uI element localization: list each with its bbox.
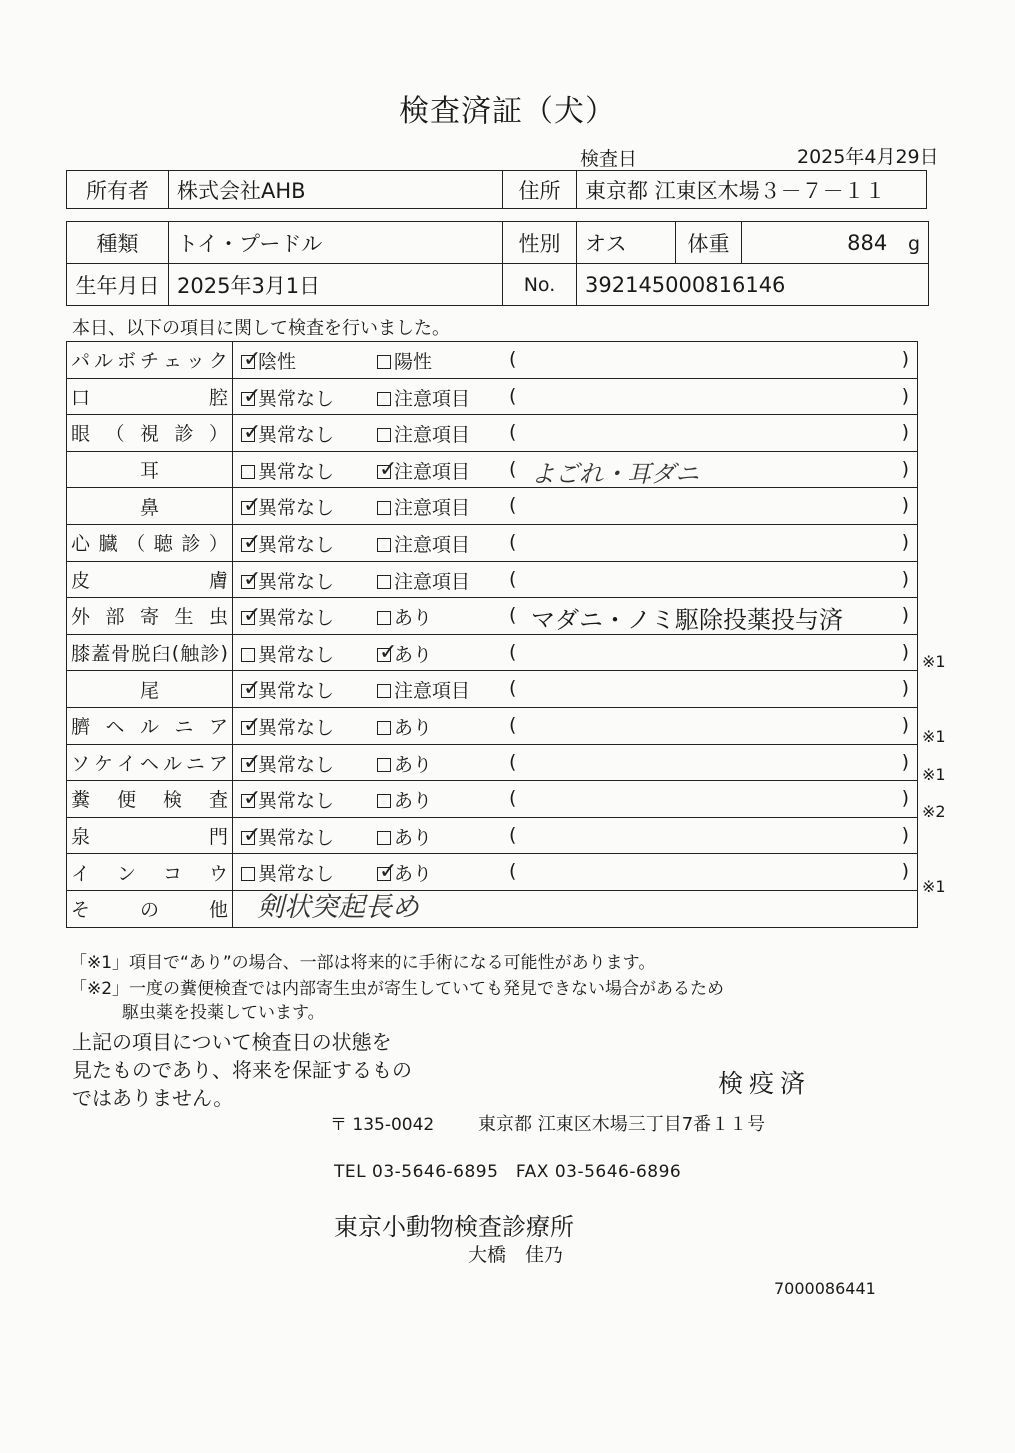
weight-label: 体重 bbox=[676, 222, 742, 264]
paren-close: ) bbox=[901, 494, 909, 517]
check-mark-icon: ✓ bbox=[243, 347, 262, 372]
footnote-2: 「※2」一度の糞便検査では内部寄生虫が寄生していても発見できない場合があるため bbox=[70, 979, 725, 999]
option-normal[interactable]: ✓ 異常なし bbox=[243, 603, 335, 630]
check-mark-icon: ✓ bbox=[243, 749, 262, 775]
checkbox-icon[interactable] bbox=[377, 456, 398, 482]
paren-open: ( bbox=[509, 823, 517, 846]
paren-open: ( bbox=[509, 860, 517, 883]
checkbox-icon[interactable] bbox=[377, 639, 398, 665]
item-name: 心 臓 （ 聴 診 ） bbox=[71, 533, 228, 556]
checkbox-icon[interactable] bbox=[241, 867, 255, 881]
checklist-row bbox=[67, 817, 918, 854]
paren-close: ) bbox=[901, 348, 909, 370]
checklist-row-other bbox=[67, 890, 918, 927]
paren-close: ) bbox=[901, 640, 909, 663]
checklist-table bbox=[66, 341, 918, 928]
check-mark-icon: ✓ bbox=[243, 603, 262, 629]
paren-open: ( bbox=[509, 384, 517, 407]
disclaimer-line-3: ではありません。 bbox=[72, 1086, 234, 1110]
item-name: 皮 膚 bbox=[71, 569, 228, 592]
breed-value: トイ・プードル bbox=[169, 222, 503, 264]
paren-close: ) bbox=[901, 457, 909, 480]
paren-close: ) bbox=[901, 384, 909, 407]
option-abnormal[interactable]: あり bbox=[377, 713, 432, 740]
option-abnormal[interactable]: ✓ あり bbox=[379, 639, 433, 666]
address-label: 住所 bbox=[503, 171, 577, 209]
checkbox-icon[interactable] bbox=[377, 575, 391, 589]
sex-label: 性別 bbox=[503, 222, 577, 264]
checklist-row bbox=[67, 342, 918, 379]
item-name: 糞 便 検 査 bbox=[71, 789, 228, 812]
checkbox-icon[interactable] bbox=[377, 758, 391, 772]
paren-open: ( bbox=[509, 677, 517, 700]
intro-text: 本日、以下の項目に関して検査を行いました。 bbox=[72, 318, 450, 339]
paren-close: ) bbox=[901, 860, 909, 883]
option-abnormal[interactable]: ✓ あり bbox=[379, 859, 433, 886]
checklist-row bbox=[67, 561, 918, 598]
checkbox-icon[interactable] bbox=[241, 648, 255, 662]
checklist-row bbox=[67, 598, 918, 635]
option-abnormal[interactable]: あり bbox=[377, 786, 432, 813]
checkbox-icon[interactable] bbox=[241, 383, 262, 409]
checklist-row bbox=[67, 378, 918, 415]
option-normal[interactable]: 異常なし bbox=[241, 640, 334, 667]
item-remark: よごれ・耳ダニ bbox=[531, 459, 699, 488]
paren-close: ) bbox=[901, 567, 909, 590]
birth-value: 2025年3月1日 bbox=[169, 264, 503, 306]
check-mark-icon: ✓ bbox=[379, 639, 398, 665]
item-name: 外 部 寄 生 虫 bbox=[71, 606, 228, 629]
weight-cell bbox=[742, 222, 929, 264]
paren-open: ( bbox=[509, 494, 517, 517]
clinic-address: 東京都 江東区木場三丁目7番１１号 bbox=[478, 1114, 766, 1135]
clinic-phone-fax: TEL 03-5646-6895 FAX 03-5646-6896 bbox=[334, 1162, 682, 1182]
option-normal[interactable]: ✓ 異常なし bbox=[243, 383, 335, 410]
checkbox-icon[interactable] bbox=[241, 822, 262, 848]
paren-close: ) bbox=[901, 677, 909, 700]
item-name: イ ン コ ウ bbox=[71, 862, 228, 885]
footnote-reference: ※1 bbox=[922, 764, 946, 784]
option-normal[interactable]: ✓ 異常なし bbox=[243, 712, 335, 739]
option-normal[interactable]: ✓ 異常なし bbox=[243, 822, 335, 849]
checklist-row bbox=[67, 744, 918, 781]
owner-value: 株式会社AHB bbox=[169, 171, 503, 209]
weight-unit: g bbox=[907, 232, 920, 255]
clinic-name: 東京小動物検査診療所 bbox=[334, 1213, 574, 1241]
checklist-row bbox=[67, 781, 918, 818]
sex-value: オス bbox=[577, 222, 676, 264]
check-mark-icon: ✓ bbox=[243, 822, 262, 848]
checkbox-icon[interactable] bbox=[241, 749, 262, 775]
paren-close: ) bbox=[901, 713, 909, 736]
checkbox-icon[interactable] bbox=[377, 392, 391, 406]
checklist-row bbox=[67, 451, 918, 488]
checklist-row bbox=[67, 524, 918, 561]
item-name: 臍 ヘ ル ニ ア bbox=[71, 716, 228, 739]
paren-open: ( bbox=[509, 750, 517, 773]
checkbox-icon[interactable] bbox=[377, 859, 398, 885]
item-name: 膝 蓋 骨 脱 臼 ( 触 診 ) bbox=[71, 641, 228, 666]
option-normal[interactable]: 異常なし bbox=[241, 859, 334, 886]
item-name: 口 腔 bbox=[71, 386, 228, 409]
option-normal[interactable]: ✓ 陰性 bbox=[243, 347, 297, 373]
item-name: 眼 （ 視 診 ） bbox=[71, 423, 228, 446]
option-normal[interactable]: 異常なし bbox=[241, 457, 334, 484]
footnote-1: 「※1」項目で“あり”の場合、一部は将来的に手術になる可能性があります。 bbox=[70, 953, 656, 973]
no-label: No. bbox=[503, 264, 577, 306]
exam-date-value: 2025年4月29日 bbox=[797, 146, 939, 168]
checkbox-icon[interactable] bbox=[377, 355, 391, 369]
check-mark-icon: ✓ bbox=[379, 859, 398, 885]
check-mark-icon: ✓ bbox=[243, 529, 262, 555]
footnote-reference: ※2 bbox=[922, 802, 946, 822]
checkbox-icon[interactable] bbox=[241, 712, 262, 738]
paren-close: ) bbox=[901, 750, 909, 773]
option-abnormal[interactable]: あり bbox=[377, 823, 432, 850]
check-mark-icon: ✓ bbox=[243, 676, 262, 702]
postal-code: 〒 135-0042 bbox=[330, 1115, 435, 1135]
disclaimer bbox=[72, 1028, 412, 1112]
paren-close: ) bbox=[901, 823, 909, 846]
paren-close: ) bbox=[901, 421, 909, 444]
item-name: そ の 他 bbox=[71, 899, 228, 922]
option-abnormal[interactable]: 注意項目 bbox=[377, 530, 470, 557]
item-name: 耳 bbox=[139, 460, 159, 483]
checkbox-icon[interactable] bbox=[241, 465, 255, 479]
checkbox-icon[interactable] bbox=[241, 676, 262, 702]
checkbox-icon[interactable] bbox=[377, 831, 391, 845]
option-normal[interactable]: ✓ 異常なし bbox=[243, 529, 335, 556]
paren-open: ( bbox=[509, 640, 517, 663]
option-normal[interactable]: ✓ 異常なし bbox=[243, 420, 335, 447]
option-normal[interactable]: ✓ 異常なし bbox=[243, 786, 335, 813]
check-mark-icon: ✓ bbox=[243, 712, 262, 738]
paren-close: ) bbox=[901, 604, 909, 627]
checklist-row bbox=[67, 671, 918, 708]
option-abnormal[interactable]: 注意項目 bbox=[377, 567, 470, 594]
paren-open: ( bbox=[509, 787, 517, 810]
option-normal[interactable]: ✓ 異常なし bbox=[243, 566, 335, 593]
disclaimer-line-1: 上記の項目について検査日の状態を bbox=[72, 1030, 392, 1054]
checkbox-icon[interactable] bbox=[241, 529, 262, 555]
paren-open: ( bbox=[509, 530, 517, 553]
birth-label: 生年月日 bbox=[67, 264, 169, 306]
quarantine-stamp: 検疫済 bbox=[718, 1069, 812, 1098]
option-abnormal[interactable]: 陽性 bbox=[377, 347, 432, 374]
item-remark: マダニ・ノミ駆除投薬投与済 bbox=[531, 606, 843, 635]
paren-open: ( bbox=[509, 348, 517, 370]
owner-label: 所有者 bbox=[67, 171, 169, 209]
paren-close: ) bbox=[901, 530, 909, 553]
checkbox-icon[interactable] bbox=[241, 786, 262, 812]
other-remark: 剣状突起長め bbox=[257, 891, 419, 923]
footnote-reference: ※1 bbox=[922, 727, 946, 746]
option-abnormal[interactable]: 注意項目 bbox=[377, 420, 470, 447]
checkbox-icon[interactable] bbox=[241, 347, 262, 372]
option-abnormal[interactable]: 注意項目 bbox=[377, 493, 470, 520]
check-mark-icon: ✓ bbox=[243, 566, 262, 592]
item-name: 尾 bbox=[139, 679, 159, 702]
checkbox-icon[interactable] bbox=[377, 721, 391, 735]
paren-close: ) bbox=[901, 787, 909, 810]
option-abnormal[interactable]: あり bbox=[377, 750, 432, 777]
paren-open: ( bbox=[509, 457, 517, 480]
checkbox-icon[interactable] bbox=[377, 684, 391, 698]
examiner-name: 大橋 佳乃 bbox=[468, 1244, 564, 1266]
checkbox-icon[interactable] bbox=[241, 566, 262, 592]
paren-open: ( bbox=[509, 421, 517, 444]
checkbox-icon[interactable] bbox=[377, 501, 391, 515]
option-normal[interactable]: ✓ 異常なし bbox=[243, 676, 335, 703]
check-mark-icon: ✓ bbox=[243, 493, 262, 519]
checkbox-icon[interactable] bbox=[377, 794, 391, 808]
item-name: 泉 門 bbox=[71, 826, 228, 849]
document-title: 検査済証（犬） bbox=[399, 94, 616, 129]
option-abnormal[interactable]: ✓ 注意項目 bbox=[379, 456, 471, 483]
check-mark-icon: ✓ bbox=[243, 420, 262, 446]
option-normal[interactable]: ✓ 異常なし bbox=[243, 493, 335, 520]
option-abnormal[interactable]: 注意項目 bbox=[377, 676, 470, 703]
check-mark-icon: ✓ bbox=[243, 786, 262, 812]
no-value: 392145000816146 bbox=[577, 264, 929, 306]
check-mark-icon: ✓ bbox=[379, 456, 398, 482]
check-mark-icon: ✓ bbox=[243, 383, 262, 409]
option-abnormal[interactable]: 注意項目 bbox=[377, 384, 470, 411]
checklist-row bbox=[67, 488, 918, 525]
checklist-row bbox=[67, 634, 918, 671]
pet-info-table bbox=[66, 221, 929, 306]
paren-open: ( bbox=[509, 604, 517, 627]
exam-date-label: 検査日 bbox=[580, 148, 638, 170]
breed-label: 種類 bbox=[67, 222, 169, 264]
weight-value: 884 bbox=[847, 230, 888, 255]
paren-open: ( bbox=[509, 567, 517, 590]
footnote-2-continued: 駆虫薬を投薬しています。 bbox=[122, 1003, 325, 1023]
footnote-reference: ※1 bbox=[922, 651, 946, 671]
address-value: 東京都 江東区木場３－７－１１ bbox=[577, 171, 927, 209]
disclaimer-line-2: 見たものであり、将来を保証するもの bbox=[72, 1058, 412, 1082]
option-abnormal[interactable]: あり bbox=[377, 603, 432, 630]
item-name: ソ ケ イ ヘ ル ニ ア bbox=[71, 752, 228, 775]
item-name: パ ル ボ チ ェ ッ ク bbox=[71, 350, 228, 373]
option-normal[interactable]: ✓ 異常なし bbox=[243, 749, 335, 776]
checkbox-icon[interactable] bbox=[241, 603, 262, 629]
checkbox-icon[interactable] bbox=[377, 611, 391, 625]
checklist-row bbox=[67, 854, 918, 891]
owner-table bbox=[66, 170, 927, 209]
item-name: 鼻 bbox=[139, 496, 159, 519]
checklist-row bbox=[67, 415, 918, 452]
paren-open: ( bbox=[509, 713, 517, 736]
serial-number: 7000086441 bbox=[774, 1279, 876, 1298]
checkbox-icon[interactable] bbox=[241, 493, 262, 519]
checkbox-icon[interactable] bbox=[377, 538, 391, 552]
checkbox-icon[interactable] bbox=[377, 428, 391, 442]
footnote-reference: ※1 bbox=[922, 877, 946, 897]
checkbox-icon[interactable] bbox=[241, 420, 262, 446]
checklist-row bbox=[67, 707, 918, 744]
